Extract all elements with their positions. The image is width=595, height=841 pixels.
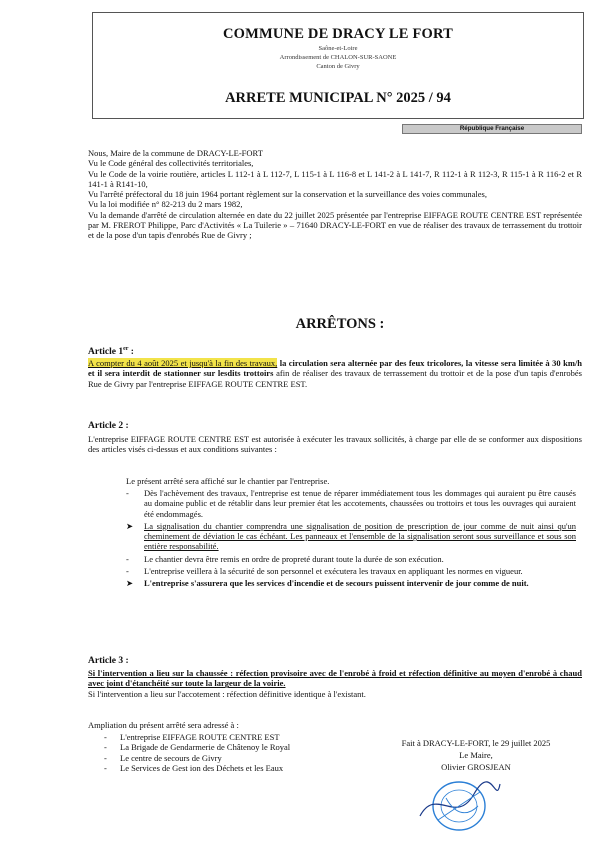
visa-line: Vu l'arrêté préfectoral du 18 juin 1964 portant règlement sur la conservation et la surveillance des voies communales, (88, 189, 487, 200)
article-2-conditions (126, 488, 576, 591)
condition-item: ➤ L'entreprise s'assurera que les services d'incendie et de secours puissent intervenir de jour comme de nuit. (126, 578, 529, 589)
signature-place-date: Fait à DRACY-LE-FORT, le 29 juillet 2025 (401, 738, 551, 748)
article-3-chaussee: Si l'intervention a lieu sur la chaussée : réfection provisoire avec de l'enrobé à froid et réfection définitive au moyen d'enrobé à chaud avec joint d'étanchéité sur toute la largeur de la voirie. (88, 668, 582, 689)
republique-banner: République Française (402, 124, 582, 134)
commune-title: COMMUNE DE DRACY LE FORT (222, 26, 454, 42)
mayor-stamp-signature (416, 776, 502, 834)
signature-role: Le Maire, (459, 750, 493, 760)
article-2-title: Article 2 : (88, 421, 129, 431)
article-1-rest: afin de réaliser des travaux de terrassement du trottoir et de la pose d'un tapis d'enrobés Rue de Givry par l'entreprise EIFFAGE ROUTE CENTRE EST. (88, 368, 582, 389)
article-1-bold: la circulation sera alternée par des feux tricolores, la vitesse sera limitée à 30 km/h et il sera interdit de stationner sur lesdits trottoirs (88, 358, 582, 379)
article-1-body (88, 358, 582, 389)
department-line: Saône-et-Loire (318, 45, 358, 52)
ampliation-item: - Le centre de secours de Givry (104, 752, 222, 763)
visa-line: Vu le Code de la voirie routière, articles L 112-1 à L 112-7, L 115-1 à L 116-8 et L 141-2 à L 141-7, R 112-1 à R 112-3, R 115-1 à R 116-2 et R 141-1 à R141-10, (88, 168, 582, 189)
visa-line: Vu la demande d'arrêté de circulation alternée en date du 22 juillet 2025 présentée par l'entreprise EIFFAGE ROUTE CENTRE EST représentée par M. FREROT Philippe, Parc d'Activités « La Tuilerie » – 71640 DRACY-LE-FORT en vue de réaliser des travaux de terrassement du trottoir et de la pose d'un tapis d'enrobés Rue de Givry ; (88, 209, 582, 241)
article-2-affiche: Le présent arrêté sera affiché sur le chantier par l'entreprise. (126, 476, 330, 486)
condition-item: - L'entreprise veillera à la sécurité de son personnel et exécutera les travaux en appliquant les normes en vigueur. (126, 566, 523, 577)
article-3-body (88, 668, 582, 699)
arretons-heading: ARRÊTONS : (295, 316, 385, 332)
visa-line: Vu la loi modifiée n° 82-213 du 2 mars 1982, (88, 199, 243, 210)
arrondissement-line: Arrondissement de CHALON-SUR-SAONE (279, 54, 397, 61)
article-2-intro: L'entreprise EIFFAGE ROUTE CENTRE EST est autorisée à exécuter les travaux sollicités, à charge par elle de se conformer aux dispositions des articles visés ci-dessus et aux conditions suivantes : (88, 434, 582, 455)
visa-line: Nous, Maire de la commune de DRACY-LE-FORT (88, 148, 263, 158)
condition-item: - Dès l'achèvement des travaux, l'entreprise est tenue de réparer immédiatement tous les dommages qui auraient pu être causés au domaine public et de rétablir dans leur premier état les accotements, chaussées ou trottoirs et tous les ouvrages qui auraient été endommagés. (126, 488, 576, 519)
article-1-title: Article 1er : (88, 346, 134, 358)
condition-item: - Le chantier devra être remis en ordre de propreté durant toute la durée de son exécution. (126, 553, 444, 564)
condition-item: ➤ La signalisation du chantier comprendra une signalisation de position de prescription de jour comme de nuit ainsi qu'un cheminement de déviation le cas échéant. Les panneaux et l'ensemble de la signalisation seront sous surveillance et sous son entière responsabilité. (126, 520, 576, 552)
ampliation-intro: Ampliation du présent arrêté sera adressé à : (88, 720, 239, 730)
signature-name: Olivier GROSJEAN (441, 762, 511, 772)
ampliation-list (104, 732, 344, 773)
visa-line: Vu le Code général des collectivités territoriales, (88, 158, 254, 169)
ampliation-item: - L'entreprise EIFFAGE ROUTE CENTRE EST (104, 732, 280, 742)
signature-stroke (420, 782, 500, 816)
article-1-highlight: A compter du 4 août 2025 et jusqu'à la fin des travaux, (88, 358, 278, 368)
ampliation-item: - La Brigade de Gendarmerie de Châtenoy le Royal (104, 742, 291, 753)
article-3-title: Article 3 : (88, 656, 129, 666)
arrete-number: ARRETE MUNICIPAL N° 2025 / 94 (225, 90, 451, 106)
article-3-accotement: Si l'intervention a lieu sur l'accotement : réfection définitive identique à l'existant. (88, 688, 366, 699)
visas-block (88, 148, 582, 241)
ampliation-item: - Le Services de Gest ion des Déchets et les Eaux (104, 762, 284, 773)
canton-line: Canton de Givry (316, 63, 360, 70)
